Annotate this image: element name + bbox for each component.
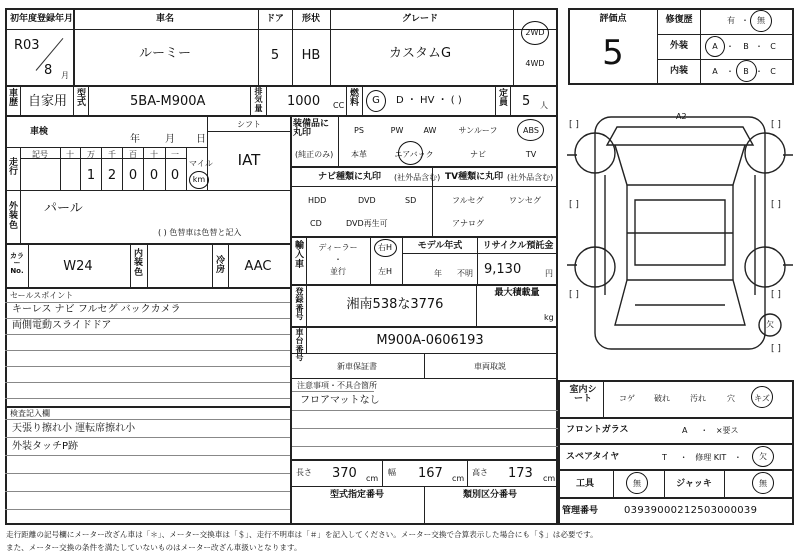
- length-label: 長さ: [296, 468, 312, 477]
- seat-item: 穴: [727, 394, 735, 403]
- mileage-label: 走行: [8, 158, 18, 178]
- model: 5BA-M900A: [130, 94, 206, 109]
- km-label: km: [192, 175, 206, 184]
- score-label: 評価点: [599, 14, 627, 24]
- exterior-option: ・: [755, 42, 763, 51]
- equip-item: ABS: [523, 126, 539, 135]
- capacity-label: 定員: [498, 89, 508, 109]
- person-unit: 人: [540, 101, 548, 110]
- equip-item: TV: [525, 150, 537, 159]
- equip-item: 本革: [351, 150, 367, 159]
- width: 167: [418, 466, 443, 481]
- tv-label: TV種類に丸印: [445, 172, 504, 182]
- seat-item: コゲ: [619, 394, 635, 403]
- shift: IAT: [237, 151, 261, 169]
- exterior-label: 外装: [669, 41, 689, 51]
- parallel: 並行: [330, 267, 346, 276]
- month-unit: 月: [61, 71, 69, 80]
- mileage-digit: 2: [107, 168, 117, 183]
- reg-no-label: 登録番号: [295, 287, 304, 322]
- category-label: 類別区分番号: [462, 490, 518, 500]
- mileage-digit: 0: [170, 168, 180, 183]
- dealer: ディーラー: [318, 243, 358, 252]
- exterior-option: A: [712, 42, 718, 51]
- svg-text:[ ]: [ ]: [569, 200, 579, 210]
- first-reg-month: 8: [44, 63, 53, 78]
- seat-item: 破れ: [654, 394, 670, 403]
- digit-label: 百: [129, 150, 137, 159]
- cm-unit: cm: [543, 474, 556, 483]
- windshield: A ・ ×要ス: [682, 426, 739, 435]
- exterior-option: ・: [726, 42, 734, 51]
- ac: AAC: [244, 259, 272, 274]
- repair-option: ・: [741, 16, 749, 25]
- equip-item: サンルーフ: [458, 126, 498, 135]
- equip-item: エアバック: [394, 150, 434, 159]
- doors: 5: [270, 48, 280, 63]
- tv-item: アナログ: [452, 219, 484, 228]
- notes-label: 注意事項・不具合箇所: [297, 381, 377, 390]
- svg-text:[ ]: [ ]: [771, 120, 781, 130]
- grade-label: グレード: [401, 14, 439, 24]
- color-note: ( ) 色替車は色替と記入: [158, 228, 242, 237]
- displacement-label: 排気量: [254, 87, 263, 113]
- ac-label: 冷房: [215, 256, 225, 276]
- model-label: 型式: [76, 89, 86, 109]
- mgmt-label: 管理番号: [561, 506, 599, 516]
- chassis-label: 車台番号: [295, 328, 304, 363]
- footer-note-2: また、メーター交換の条件を満たしていないものはメーター改ざん車扱いとなります。: [6, 543, 302, 552]
- spare-label: スペアタイヤ: [566, 452, 620, 462]
- interior-grade-label: 内装: [669, 66, 689, 76]
- width-label: 幅: [388, 468, 396, 477]
- equipment-label: 装備品に丸印: [293, 119, 330, 139]
- color: パール: [44, 201, 83, 216]
- interior-option: ・: [726, 67, 734, 76]
- svg-text:[ ]: [ ]: [569, 290, 579, 300]
- shape-label: 形状: [301, 14, 321, 24]
- interior-option: B: [743, 67, 749, 76]
- interior-option: C: [770, 67, 776, 76]
- exterior-option: B: [743, 42, 749, 51]
- usage-label: 車歴: [8, 89, 18, 109]
- nav-item: DVD再生可: [346, 219, 388, 228]
- mileage-digit: 1: [86, 168, 96, 183]
- shaken-label: 車検: [30, 127, 49, 137]
- svg-text:[ ]: [ ]: [771, 344, 781, 354]
- digit-label: 万: [87, 150, 95, 159]
- shaken-year-unit: 年: [130, 134, 140, 145]
- mileage-digit: 0: [128, 168, 138, 183]
- seat-label: 室内シート: [569, 385, 597, 405]
- tv-item: ワンセグ: [509, 196, 541, 205]
- sales-points-label: セールスポイント: [10, 291, 74, 300]
- diagram-mark-missing: 欠: [766, 320, 774, 329]
- interior-option: ・: [755, 67, 763, 76]
- shaken-day-unit: 日: [196, 134, 206, 145]
- recycle: 9,130: [484, 262, 522, 277]
- model-year-label: モデル年式: [417, 241, 463, 251]
- inspection-line: 天張り擦れ小 運転席擦れ小: [12, 423, 136, 434]
- max-load-label: 最大積載量: [494, 288, 540, 298]
- shift-label: シフト: [237, 120, 261, 129]
- mgmt-no: 03939000212503000039: [624, 505, 758, 516]
- jack: 無: [759, 479, 767, 488]
- import-label: 輸入車: [294, 241, 304, 270]
- length: 370: [332, 466, 357, 481]
- cm-unit: cm: [452, 474, 465, 483]
- fuel-options: D ・ HV ・ ( ): [396, 95, 462, 106]
- cm-unit: cm: [366, 474, 379, 483]
- mile-label: マイル: [189, 159, 213, 168]
- digit-label: 一: [171, 150, 179, 159]
- sales-point-line: 両側電動スライドドア: [12, 320, 112, 331]
- color-no: W24: [63, 259, 93, 274]
- notes: フロアマットなし: [300, 395, 380, 406]
- jack-label: ジャッキ: [676, 479, 712, 489]
- tools-label: 工具: [575, 479, 595, 489]
- sales-point-line: キーレス ナビ フルセグ バックカメラ: [12, 304, 181, 315]
- nav-item: HDD: [308, 196, 327, 205]
- digit-label: 十: [66, 150, 74, 159]
- fuel-label: 燃料: [349, 89, 359, 109]
- color-no-label: カラーNo.: [10, 252, 24, 275]
- digit-label: 記号: [32, 150, 48, 159]
- nav-item: DVD: [358, 196, 376, 205]
- shaken-month-unit: 月: [165, 134, 175, 145]
- car-name-label: 車名: [155, 14, 175, 24]
- manual-label: 車両取説: [474, 362, 506, 371]
- model-year-year: 年: [434, 269, 442, 278]
- dot-sep: ・: [334, 255, 342, 264]
- equip-item: ナビ: [470, 150, 486, 159]
- nav-sub: (社外品含む): [394, 173, 441, 182]
- nav-item: CD: [310, 219, 322, 228]
- nav-label: ナビ種類に丸印: [318, 172, 382, 182]
- nav-item: SD: [405, 196, 417, 205]
- repair-option: 有: [727, 16, 735, 25]
- interior-option: A: [712, 67, 718, 76]
- mileage-digit: 0: [149, 168, 159, 183]
- windshield-label: フロントガラス: [566, 425, 629, 435]
- inspection-label: 検査記入欄: [10, 409, 50, 418]
- interior-label: 内装色: [133, 249, 143, 278]
- exterior-option: C: [770, 42, 776, 51]
- kg: kg: [544, 313, 554, 322]
- drive-4wd: 4WD: [525, 59, 545, 68]
- spare: T ・ 修理 KIT ・: [662, 453, 742, 462]
- reg-no: 湘南538な3776: [346, 297, 444, 312]
- repair-label: 修復歴: [665, 15, 693, 25]
- type-designation-label: 型式指定番号: [329, 490, 385, 500]
- handle-left: 左H: [377, 267, 393, 276]
- equip-item: PS: [354, 126, 364, 135]
- equipment-sub: (純正のみ): [295, 150, 334, 159]
- first-reg-label: 初年度登録年月: [10, 14, 74, 24]
- handle-right: 右H: [377, 243, 393, 252]
- capacity: 5: [522, 94, 531, 109]
- tools: 無: [633, 479, 641, 488]
- recycle-label: リサイクル預託金: [482, 241, 554, 251]
- tv-sub: (社外品含む): [507, 173, 554, 182]
- equip-item: AW: [423, 126, 437, 135]
- fuel-g: G: [372, 95, 380, 106]
- shape: HB: [301, 48, 321, 63]
- spare-missing: 欠: [759, 452, 767, 461]
- displacement: 1000: [287, 94, 321, 109]
- tv-item: フルセグ: [452, 196, 484, 205]
- car-name: ルーミー: [138, 46, 192, 61]
- color-label: 外装色: [8, 202, 18, 231]
- svg-text:[ ]: [ ]: [569, 120, 579, 130]
- score: 5: [602, 33, 624, 73]
- seat-item: キズ: [754, 394, 770, 403]
- diagram-mark-a2: A2: [676, 112, 687, 121]
- height: 173: [508, 466, 533, 481]
- cc-unit: CC: [333, 101, 345, 110]
- grade: カスタムG: [388, 46, 452, 61]
- height-label: 高さ: [472, 468, 488, 477]
- usage: 自家用: [28, 94, 68, 109]
- equip-item: PW: [390, 126, 404, 135]
- inspection-line: 外装タッチP跡: [12, 441, 79, 452]
- door-label: ドア: [266, 14, 284, 24]
- first-reg-year: R03: [14, 38, 40, 53]
- yen: 円: [545, 269, 553, 278]
- svg-text:[ ]: [ ]: [771, 200, 781, 210]
- car-damage-diagram: [565, 105, 795, 370]
- drive-2wd: 2WD: [525, 28, 545, 37]
- footer-note-1: 走行距離の記号欄にメーター改ざん車は「＊」、メーター交換車は「＄」、走行不明車は「＃」を記入してください。メーター交換で合算表示した場合にも「＄」は必要です。: [6, 530, 598, 539]
- seat-item: 汚れ: [690, 394, 706, 403]
- chassis: M900A-0606193: [376, 333, 484, 348]
- model-year-unknown: 不明: [457, 269, 473, 278]
- svg-text:[ ]: [ ]: [771, 290, 781, 300]
- digit-label: 十: [150, 150, 158, 159]
- warranty-label: 新車保証書: [337, 362, 377, 371]
- digit-label: 千: [108, 150, 116, 159]
- repair-option: 無: [757, 16, 765, 25]
